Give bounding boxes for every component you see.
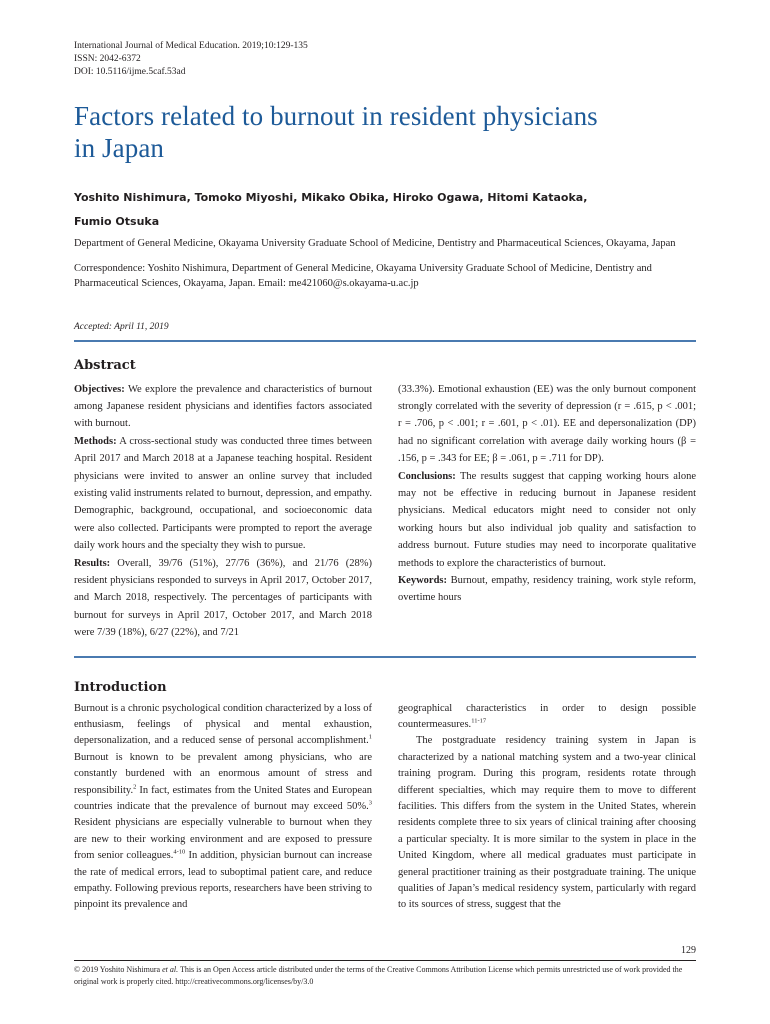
introduction-heading: Introduction [74, 679, 167, 695]
journal-header [74, 40, 696, 79]
abstract-top-rule [74, 340, 696, 342]
citation-superscript: 4-10 [173, 848, 186, 856]
abstract-bottom-rule [74, 656, 696, 658]
intro-text-segment: In fact, estimates from the United States and European countries indicate that the prevalence of burnout may exceed 50%. [74, 784, 372, 813]
citation-superscript: 1 [368, 733, 372, 741]
introduction-paragraph-1 [74, 701, 372, 914]
abstract-right-column [398, 381, 696, 642]
methods-text: A cross-sectional study was conducted three times between April 2017 and March 2018 at a Japanese teaching hospital. Resident physicians were invited to answer an online survey that included existing valid instruments related to burnout, depression, and empathy. Demographic, background, occupational, and socioeconomic data were also collected. Participants were prompted to report the average daily work hours and the specialty they wish to pursue. [74, 435, 372, 552]
abstract-heading: Abstract [74, 357, 136, 373]
article-title-line2: in Japan [74, 133, 165, 163]
intro-text-segment: geographical characteristics in order to design possible countermeasures. [398, 702, 696, 730]
introduction-left-column [74, 701, 372, 914]
license-etal: et al. [162, 965, 179, 974]
author-list [74, 186, 696, 234]
abstract-results [74, 555, 372, 642]
abstract-methods [74, 433, 372, 555]
abstract-results-continued: (33.3%). Emotional exhaustion (EE) was the only burnout component strongly correlated with the severity of depression (r = .615, p < .001; r = .706, p < .001; r = .601, p < .01). EE and depersonalization (DP) had no significant correlation with average daily working hours (β = .156, p = .343 for EE; β = .061, p = .711 for DP). [398, 383, 696, 465]
abstract-objectives [74, 381, 372, 433]
article-title-line1: Factors related to burnout in resident physicians [74, 101, 598, 131]
license-text-segment: © 2019 Yoshito Nishimura [74, 965, 163, 974]
citation-superscript: 11-17 [471, 717, 487, 725]
introduction-right-column [398, 701, 696, 914]
introduction-paragraph-2: The postgraduate residency training system in Japan is characterized by a national matching system and a two-year clinical training program. During this program, residents rotate through different specialties, which may require them to move to different facilities. This differs from the system in the United States, wherein residents complete three to six years of clinical training after choosing a particular specialty. It is more similar to the system in place in the United Kingdom, where all medical graduates must participate in general practitioner training as their postgraduate training. The unique qualities of Japan’s medical residency system, particularly with regard to its sources of stress, suggest that the [398, 735, 696, 911]
intro-text-segment: Resident physicians are especially vulnerable to burnout when they are new to their working environment and are exposed to pressure from senior colleagues. [74, 817, 372, 862]
intro-text-segment: In addition, physician burnout can increase the rate of medical errors, lead to suboptimal patient care, and reduce empathy. Following previous reports, researchers have been striving to pinpoint its prevalence and [74, 850, 373, 911]
results-label: Results: [74, 557, 111, 569]
correspondence: Correspondence: Yoshito Nishimura, Department of General Medicine, Okayama University Graduate School of Medicine, Dentistry and Pharmaceutical Sciences, Okayama, Japan. Email: me421060@s.okayama-u.ac.jp [74, 262, 652, 289]
abstract-body [74, 381, 696, 642]
accepted-date: Accepted: April 11, 2019 [74, 321, 169, 332]
methods-label: Methods: [74, 435, 117, 447]
journal-doi: DOI: 10.5116/ijme.5caf.53ad [74, 67, 186, 77]
license-notice [74, 964, 696, 988]
authors-line1: Yoshito Nishimura, Tomoko Miyoshi, Mikako Obika, Hiroko Ogawa, Hitomi Kataoka, [74, 191, 588, 204]
article-title [74, 100, 696, 164]
abstract-conclusions [398, 468, 696, 572]
article-page [74, 40, 696, 914]
intro-text-segment: Burnout is a chronic psychological condition characterized by a loss of enthusiasm, feelings of physical and mental exhaustion, depersonalization, and a reduced sense of personal accomplishment. [74, 702, 372, 747]
page-footer [74, 945, 696, 988]
objectives-label: Objectives: [74, 383, 125, 395]
page-number: 129 [681, 945, 696, 956]
conclusions-label: Conclusions: [398, 470, 456, 482]
footer-rule [74, 960, 696, 961]
results-text: Overall, 39/76 (51%), 27/76 (36%), and 21/76 (28%) resident physicians responded to surveys in April 2017, October 2017, and March 2018, respectively. The percentages of participants with burnout for surveys in April 2017, October 2017, and March 2018 were 7/39 (18%), 6/27 (22%), and 7/21 [74, 557, 372, 639]
authors-line2: Fumio Otsuka [74, 215, 160, 228]
introduction-paragraph-1-continued [398, 701, 696, 734]
citation-superscript: 3 [368, 799, 372, 807]
abstract-left-column [74, 381, 372, 642]
journal-issn: ISSN: 2042-6372 [74, 54, 141, 64]
keywords-text: Burnout, empathy, residency training, work style reform, overtime hours [398, 574, 696, 604]
introduction-body [74, 701, 696, 914]
affiliation: Department of General Medicine, Okayama University Graduate School of Medicine, Dentistry and Pharmaceutical Sciences, Okayama, Japan [74, 238, 676, 249]
citation-superscript: 2 [133, 783, 137, 791]
objectives-text: We explore the prevalence and characteristics of burnout among Japanese resident physicians and identifies factors associated with burnout. [74, 383, 372, 430]
abstract-keywords [398, 572, 696, 607]
keywords-label: Keywords: [398, 574, 447, 586]
intro-text-segment: Burnout is known to be prevalent among physicians, who are constantly burdened with an enormous amount of stress and responsibility. [74, 751, 372, 796]
conclusions-text: The results suggest that capping working hours alone may not be effective in reducing burnout in Japanese resident physicians. Medical educators might need to consider not only working hours but also individual job quality and satisfaction to address burnout. Future studies may need to incorporate qualitative methods to explore the characteristics of burnout. [398, 470, 696, 569]
journal-citation: International Journal of Medical Education. 2019;10:129-135 [74, 41, 308, 51]
license-text-segment: This is an Open Access article distributed under the terms of the Creative Commons Attribution License which permits unrestricted use of work provided the original work is properly cited. http://creativecommons.org/licenses/by/3.0 [74, 965, 683, 986]
